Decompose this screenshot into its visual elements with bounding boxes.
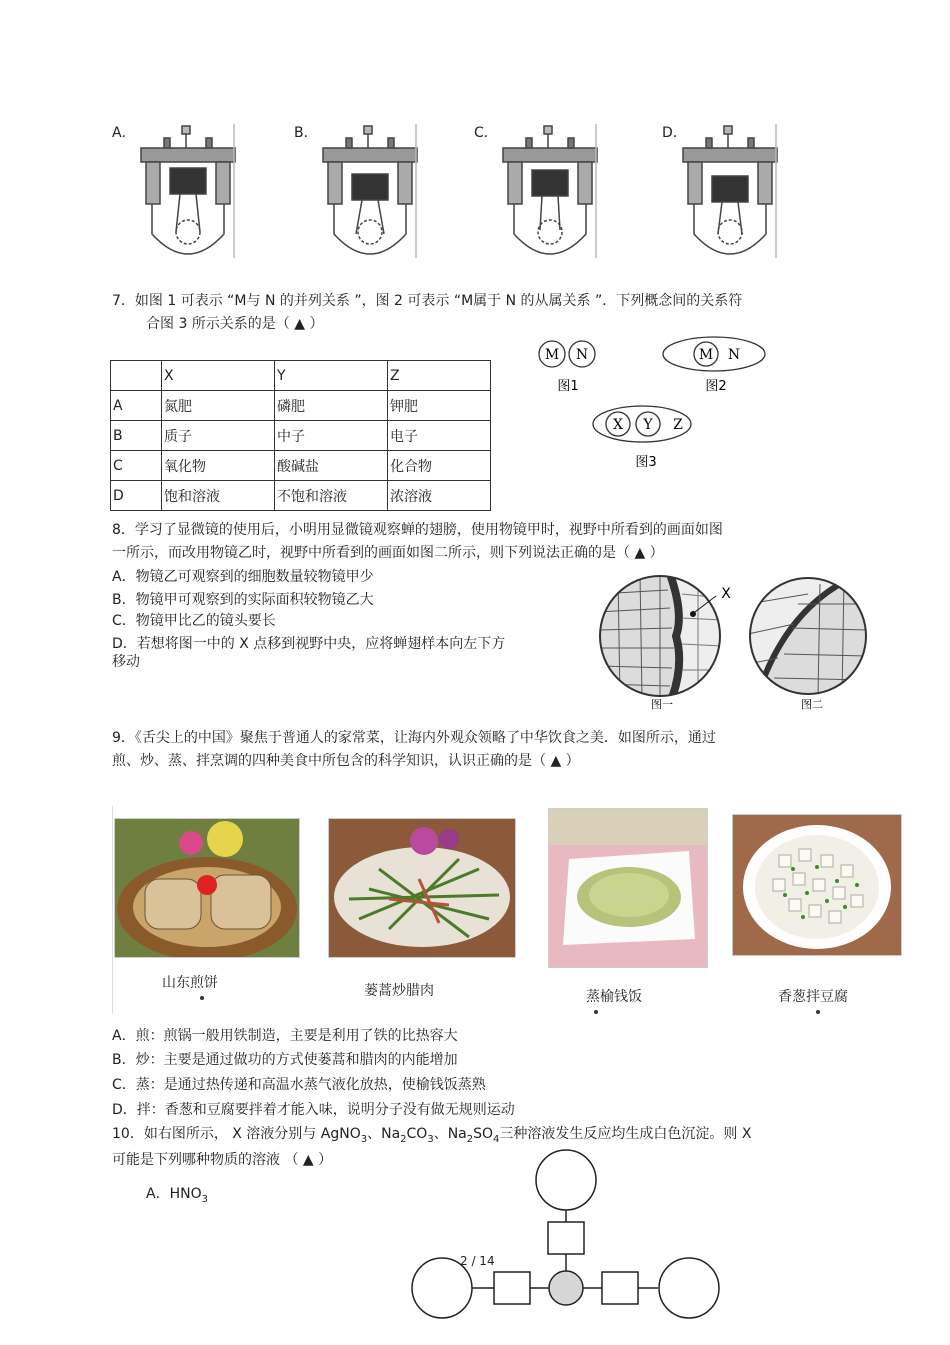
microscope-figure <box>598 574 870 714</box>
q10-option-a-text: A．HNO <box>146 1186 202 1202</box>
microscope-fig1-caption: 图一 <box>651 698 673 711</box>
table-cell: 酸碱盐 <box>275 451 388 481</box>
venn-figure-3 <box>592 404 696 472</box>
table-cell: 氧化物 <box>162 451 275 481</box>
q10-stem-line1 <box>112 1124 751 1150</box>
venn-figure-1 <box>536 338 600 398</box>
q10-sub: 4 <box>493 1133 500 1145</box>
q8-option-a: A．物镜乙可观察到的细胞数量较物镜甲少 <box>112 569 374 585</box>
reaction-diagram <box>408 1150 722 1320</box>
food-caption-doufu: 香葱拌豆腐 <box>778 989 848 1005</box>
caption-dot <box>594 1010 598 1014</box>
venn2-m: M <box>698 347 714 363</box>
venn3-caption: 图3 <box>635 455 657 470</box>
table-cell: 浓溶液 <box>388 481 491 511</box>
page-number: 2 / 14 <box>460 1254 495 1268</box>
q9-option-d: D．拌：香葱和豆腐要拌着才能入味，说明分子没有做无规则运动 <box>112 1102 515 1118</box>
table-cell: 中子 <box>275 421 388 451</box>
table-header-cell: X <box>162 361 275 391</box>
q8-stem-line2: 一所示，而改用物镜乙时，视野中所看到的画面如图二所示，则下列说法正确的是（ ▲ ） <box>112 545 664 561</box>
engine-diagram-b <box>322 124 418 258</box>
table-row <box>111 391 491 421</box>
q8-option-c: C．物镜甲比乙的镜头要长 <box>112 613 276 629</box>
q8-option-d-line2: 移动 <box>112 654 140 670</box>
q9-stem-line1: 9．《舌尖上的中国》聚焦于普通人的家常菜，让海内外观众领略了中华饮食之美．如图所示，通过 <box>112 730 716 746</box>
caption-dot <box>200 996 204 1000</box>
q10-stem-text: 、Na <box>367 1126 401 1142</box>
table-cell: 质子 <box>162 421 275 451</box>
q6-option-a-label: A． <box>112 125 136 141</box>
q10-sub: 3 <box>360 1133 368 1145</box>
q10-option-a <box>146 1184 208 1210</box>
table-cell: 磷肥 <box>275 391 388 421</box>
food-caption-yuqian: 蒸榆钱饭 <box>586 989 642 1005</box>
q10-stem-line2: 可能是下列哪种物质的溶液 （ ▲ ） <box>112 1152 333 1168</box>
table-cell: A <box>111 391 162 421</box>
food-photo-jianbing <box>114 818 300 958</box>
table-row <box>111 451 491 481</box>
table-header-cell <box>111 361 162 391</box>
microscope-x-label: X <box>721 586 731 602</box>
table-row <box>111 481 491 511</box>
q10-stem-text: 三种溶液发生反应均生成白色沉淀。则 X <box>499 1126 752 1142</box>
q6-option-b-label: B． <box>294 125 318 141</box>
engine-diagram-d <box>682 124 778 258</box>
microscope-fig2-caption: 图二 <box>801 698 823 711</box>
table-cell: D <box>111 481 162 511</box>
q10-option-a-sub: 3 <box>201 1193 208 1205</box>
q8-option-d-line1: D．若想将图一中的 X 点移到视野中央，应将蝉翅样本向左下方 <box>112 636 506 652</box>
table-cell: 氮肥 <box>162 391 275 421</box>
q7-stem-line2: 合图 3 所示关系的是（ ▲ ） <box>146 316 324 332</box>
venn3-y: Y <box>643 417 653 433</box>
table-row <box>111 421 491 451</box>
q10-sub: 2 <box>400 1133 407 1145</box>
q9-option-c: C．蒸：是通过热传递和高温水蒸气液化放热，使榆钱饭蒸熟 <box>112 1077 486 1093</box>
venn1-n: N <box>575 347 589 363</box>
q10-stem-text: 、Na <box>433 1126 467 1142</box>
caption-dot <box>816 1010 820 1014</box>
q9-option-a: A．煎：煎锅一般用铁制造，主要是利用了铁的比热容大 <box>112 1028 458 1044</box>
venn1-caption: 图1 <box>557 379 579 394</box>
q10-stem-text: 10．如右图所示， X 溶液分别与 AgNO <box>112 1126 361 1142</box>
table-cell: 不饱和溶液 <box>275 481 388 511</box>
table-header-cell: Y <box>275 361 388 391</box>
venn1-m: M <box>544 347 560 363</box>
table-cell: 化合物 <box>388 451 491 481</box>
q8-option-b: B．物镜甲可观察到的实际面积较物镜乙大 <box>112 592 374 608</box>
table-header-cell: Z <box>388 361 491 391</box>
venn3-z: Z <box>673 417 683 433</box>
food-photo-louhao <box>328 818 516 958</box>
table-cell: 电子 <box>388 421 491 451</box>
food-caption-louhao: 蒌蒿炒腊肉 <box>364 983 434 999</box>
food-photo-strip-border <box>112 806 113 1014</box>
food-caption-jianbing: 山东煎饼 <box>162 975 218 991</box>
food-photo-doufu <box>732 814 902 956</box>
q10-stem-text: SO <box>473 1126 494 1142</box>
q9-option-b: B．炒：主要是通过做功的方式使蒌蒿和腊肉的内能增加 <box>112 1052 458 1068</box>
venn2-n: N <box>727 347 741 363</box>
food-photo-yuqian <box>548 808 708 968</box>
q7-relation-table <box>110 360 491 511</box>
q10-stem-text: CO <box>406 1126 428 1142</box>
table-cell: B <box>111 421 162 451</box>
table-cell: 钾肥 <box>388 391 491 421</box>
engine-diagram-c <box>502 124 598 258</box>
q10-sub: 2 <box>466 1133 474 1145</box>
table-header-row <box>111 361 491 391</box>
venn2-caption: 图2 <box>705 379 727 394</box>
q7-stem-line1: 7．如图 1 可表示 “M与 N 的并列关系 ”，图 2 可表示 “M属于 N 的从属关系 ”．下列概念间的关系符 <box>112 293 743 309</box>
q6-option-c-label: C． <box>474 125 498 141</box>
q10-sub: 3 <box>427 1133 434 1145</box>
venn-figure-2 <box>662 336 768 398</box>
engine-diagram-a <box>140 124 236 258</box>
venn3-x: X <box>613 417 623 433</box>
table-cell: C <box>111 451 162 481</box>
table-cell: 饱和溶液 <box>162 481 275 511</box>
q9-stem-line2: 煎、炒、蒸、拌烹调的四种美食中所包含的科学知识，认识正确的是（ ▲ ） <box>112 753 580 769</box>
q6-option-d-label: D． <box>662 125 687 141</box>
q8-stem-line1: 8．学习了显微镜的使用后，小明用显微镜观察蝉的翅膀，使用物镜甲时，视野中所看到的画面如图 <box>112 522 723 538</box>
